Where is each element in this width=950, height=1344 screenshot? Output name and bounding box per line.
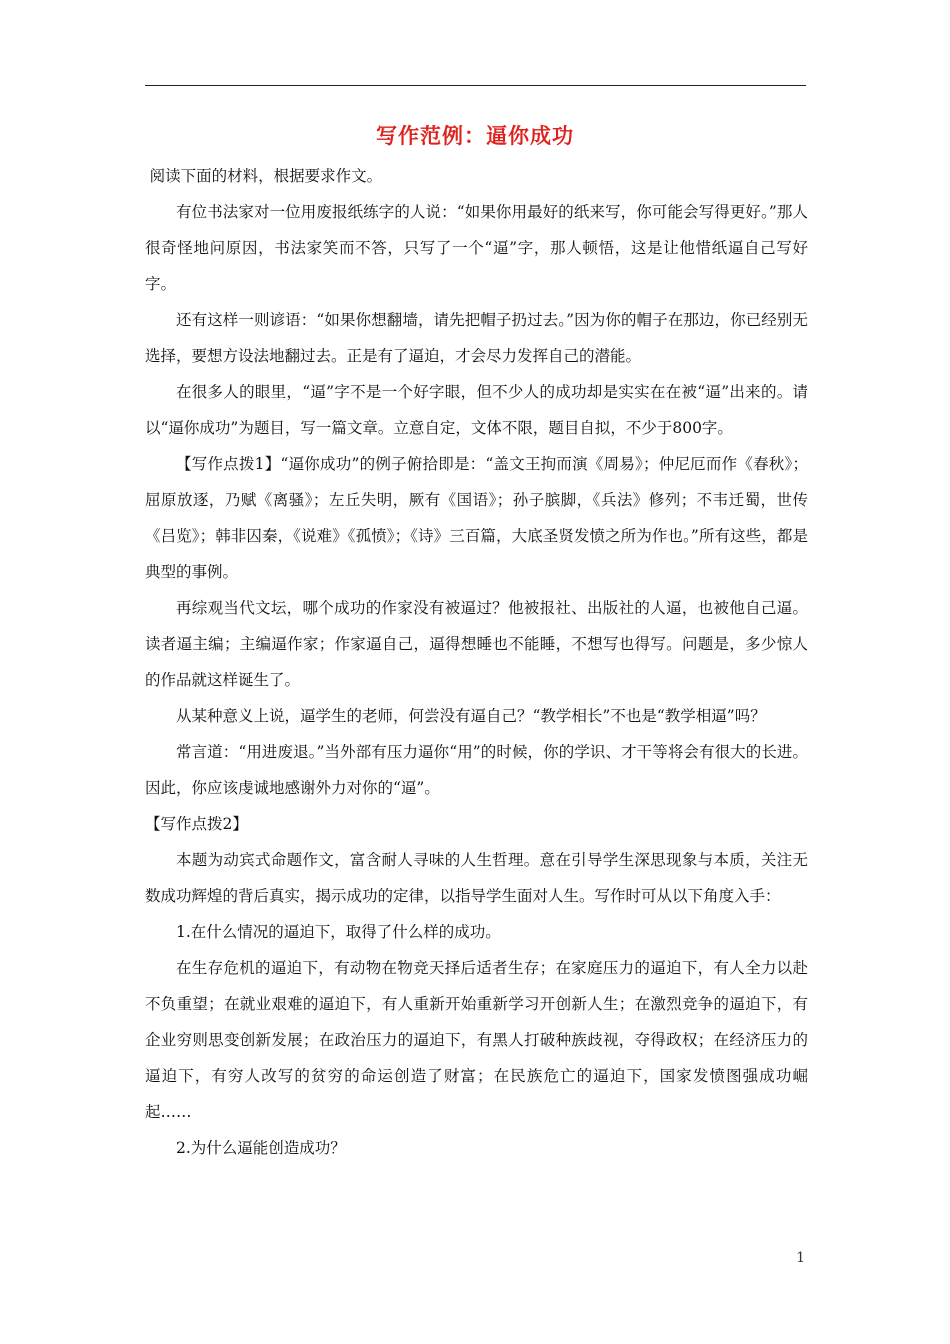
paragraph-proverb: 还有这样一则谚语：“如果你想翻墙，请先把帽子扔过去。”因为你的帽子在那边，你已经别无选择，要想方设法地翻过去。正是有了逼迫，才会尽力发挥自己的潜能。	[145, 311, 808, 365]
paragraph-calligrapher: 有位书法家对一位用废报纸练字的人说：“如果你用最好的纸来写，你可能会写得更好。”那人很奇怪地问原因，书法家笑而不答，只写了一个“逼”字，那人顿悟，这是让他惜纸逼自己写好字。	[145, 203, 808, 293]
page-number: 1	[796, 1250, 805, 1266]
paragraph-tip-2-heading: 【写作点拨2】	[145, 815, 248, 833]
header-rule	[145, 85, 806, 86]
paragraph-literary-world: 再综观当代文坛，哪个成功的作家没有被逼过？他被报社、出版社的人逼，也被他自己逼。读者逼主编；主编逼作家；作家逼自己，逼得想睡也不能睡，不想写也得写。问题是，多少惊人的作品就这样诞生了。	[145, 599, 808, 689]
document-title: 写作范例：逼你成功	[376, 123, 574, 148]
paragraph-use-it: 常言道：“用进废退。”当外部有压力逼你“用”的时候，你的学识、才干等将会有很大的长进。因此，你应该虔诚地感谢外力对你的“逼”。	[145, 743, 808, 797]
paragraph-instruction: 阅读下面的材料，根据要求作文。	[149, 167, 383, 185]
document-body	[145, 158, 808, 1166]
paragraph-prompt: 在很多人的眼里，“逼”字不是一个好字眼，但不少人的成功却是实实在在被“逼”出来的。请以“逼你成功”为题目，写一篇文章。立意自定，文体不限，题目自拟，不少于800字。	[145, 383, 808, 437]
paragraph-tip-1: 【写作点拨1】“逼你成功”的例子俯拾即是：“盖文王拘而演《周易》；仲尼厄而作《春秋》；屈原放逐，乃赋《离骚》；左丘失明，厥有《国语》；孙子膑脚，《兵法》修列；不韦迁蜀，世传《吕览》；韩非囚秦，《说难》《孤愤》；《诗》三百篇，大底圣贤发愤之所为作也。”所有这些，都是典型的事例。	[145, 455, 808, 581]
paragraph-teacher: 从某种意义上说，逼学生的老师，何尝没有逼自己？“教学相长”不也是“教学相逼”吗？	[176, 707, 766, 725]
paragraph-tip-2: 本题为动宾式命题作文，富含耐人寻味的人生哲理。意在引导学生深思现象与本质，关注无数成功辉煌的背后真实，揭示成功的定律，以指导学生面对人生。写作时可从以下角度入手：	[145, 851, 808, 905]
paragraph-examples: 在生存危机的逼迫下，有动物在物竞天择后适者生存；在家庭压力的逼迫下，有人全力以赴不负重望；在就业艰难的逼迫下，有人重新开始重新学习开创新人生；在激烈竞争的逼迫下，有企业穷则思变创新发展；在政治压力的逼迫下，有黑人打破种族歧视，夺得政权；在经济压力的逼迫下，有穷人改写的贫穷的命运创造了财富；在民族危亡的逼迫下，国家发愤图强成功崛起……	[145, 959, 808, 1121]
paragraph-point-2: 2.为什么逼能创造成功？	[176, 1139, 346, 1157]
paragraph-point-1: 1.在什么情况的逼迫下，取得了什么样的成功。	[176, 923, 501, 941]
